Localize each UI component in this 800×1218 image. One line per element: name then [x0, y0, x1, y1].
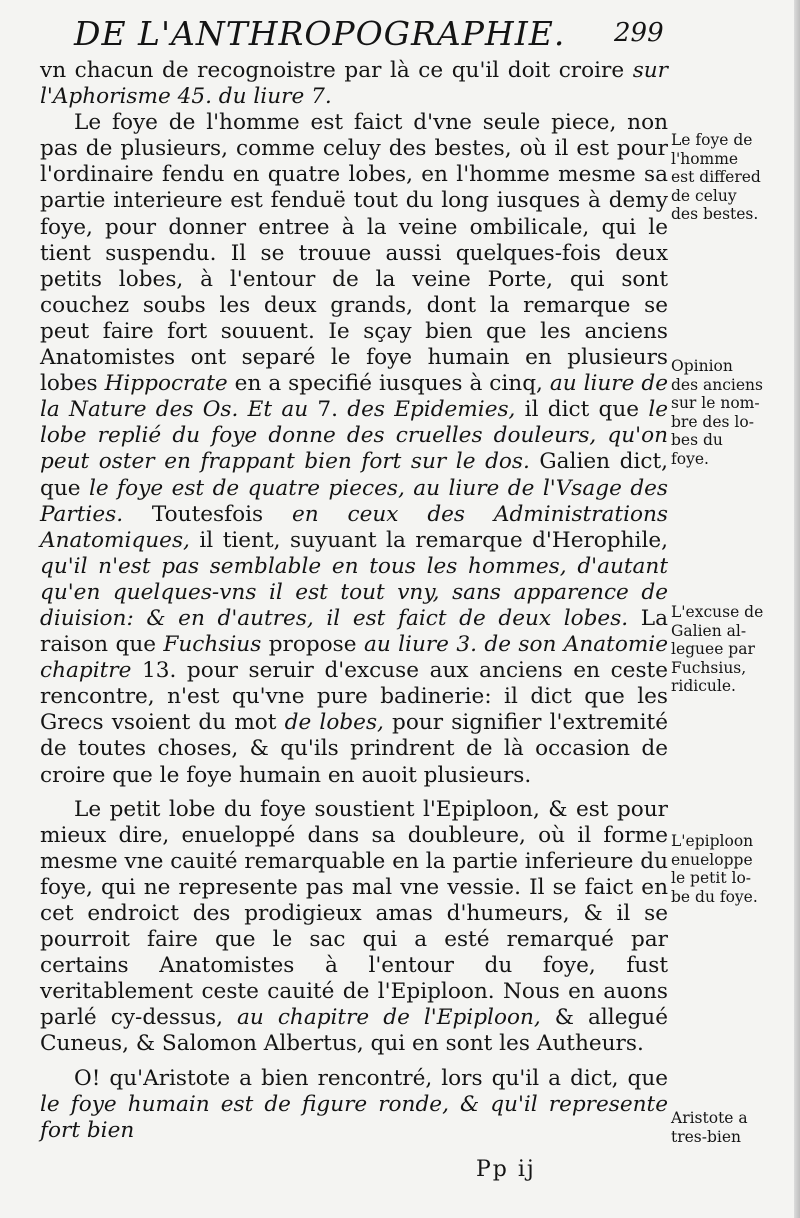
- italic-segment: Fuchsius: [163, 632, 262, 658]
- margin-note-line: de celuy: [671, 186, 737, 205]
- text-segment: 7.: [308, 397, 348, 423]
- italic-segment: de lobes,: [284, 710, 384, 736]
- italic-segment: le foye humain est de figure ronde, & qu'il represente fort bien: [40, 1091, 668, 1143]
- text-segment: Le petit lobe du foye soustient l'Epiploon, & est pour mieux dire, enueloppé dans sa doubleure, où il forme mesme vne cauité remarquable en la partie inferieure du foye, qui ne represente pas mal vne vessie. Il se faict en cet endroict des prodigieux amas d'humeurs, & il se pourroit faire que le sac qui a esté remarqué par certains Anatomistes à l'entour du foye, fust veritablement ceste cauité de l'Epiploon. Nous en auons parlé cy-dessus,: [40, 796, 668, 1031]
- margin-note-line: Galien al-: [671, 621, 747, 640]
- text-segment: 13. pour seruir d'excuse aux anciens en ceste rencontre, n'est qu'vne pure badinerie: il dict que les Grecs vsoient du mot: [40, 658, 668, 736]
- margin-note-line: le petit lo-: [671, 869, 752, 887]
- italic-segment: sur l'Aphorisme 45. du liure 7.: [40, 58, 668, 110]
- paragraph-2: [40, 110, 668, 788]
- page-number: 299: [614, 18, 664, 48]
- text-segment: pour signifier l'extremité de toutes choses, & qu'ils prindrent de là occasion de croire que le foye humain en auoit plusieurs.: [40, 710, 669, 788]
- margin-note-line: Fuchsius,: [671, 658, 747, 677]
- text-segment: propose: [261, 632, 364, 658]
- italic-segment: en ceux des Administrations Anatomiques,: [40, 501, 668, 553]
- margin-note-line: enueloppe: [671, 850, 753, 869]
- margin-note-line: bre des lo-: [671, 412, 754, 431]
- margin-note-line: est differed: [671, 168, 761, 186]
- text-segment: La raison que: [40, 605, 668, 658]
- page-edge-shadow: [794, 0, 800, 1218]
- margin-note-line: Aristote a: [671, 1109, 748, 1127]
- text-segment: Galien dict, que: [40, 449, 668, 501]
- text-segment: Toutesfois: [123, 501, 292, 527]
- margin-note-line: des bestes.: [671, 205, 759, 223]
- italic-segment: au liure de la Nature des Os. Et au: [40, 371, 668, 423]
- page-header: [74, 14, 664, 54]
- text-segment: & allegué Cuneus, & Salomon Albertus, qui en sont les Autheurs.: [40, 1005, 668, 1057]
- margin-note-opinion-anciens: [671, 357, 795, 468]
- margin-note-line: L'epiploon: [671, 832, 754, 850]
- italic-segment: le lobe replié du foye donne des cruelles douleurs, qu'on peut oster en frappant bien fort sur le dos.: [40, 397, 668, 475]
- margin-note-line: be du foye.: [671, 887, 758, 906]
- text-segment: il tient, suyuant la remarque d'Herophile,: [189, 527, 668, 553]
- margin-note-excuse-galien: [671, 603, 795, 696]
- italic-segment: des Epidemies,: [347, 397, 516, 423]
- margin-note-line: Le foye de: [671, 131, 753, 149]
- main-text: [40, 58, 668, 1144]
- margin-note-line: tres-bien: [671, 1127, 742, 1146]
- paragraph-1: [40, 58, 668, 110]
- signature-mark: Pp ij: [476, 1157, 536, 1182]
- italic-segment: qu'il n'est pas semblable en tous les hommes, d'autant qu'en quelques-vns il est tout vny, sans apparence de diuision: & en d'autres, il est faict de deux lobes.: [40, 553, 668, 631]
- paragraph-4: [40, 1066, 668, 1144]
- margin-note-line: L'excuse de: [671, 603, 764, 621]
- margin-note-line: Opinion: [671, 357, 733, 375]
- margin-note-foye-different: [671, 131, 795, 224]
- margin-note-line: foye.: [671, 449, 709, 468]
- margin-note-line: des anciens: [671, 375, 763, 394]
- paragraph-3: [40, 797, 668, 1058]
- margin-note-line: ridicule.: [671, 677, 736, 695]
- text-segment: vn chacun de recognoistre par là ce qu'il doit croire: [40, 58, 633, 83]
- margin-note-line: leguee par: [671, 640, 755, 658]
- italic-segment: le foye est de quatre pieces, au liure de l'Vsage des Parties.: [40, 475, 669, 527]
- text-segment: Le foye de l'homme est faict d'vne seule piece, non pas de plusieurs, comme celuy des bestes, où il est pour l'ordinaire fendu en quatre lobes, en l'homme mesme sa partie interieure est fenduë tout du long iusques à demy foye, pour donner entree à la veine ombilicale, qui le tient suspendu. Il se trouue aussi quelques-fois deux petits lobes, à l'entour de la veine Porte, qui sont couchez soubs les deux grands, dont la remarque se peut faire fort souuent. Ie sçay bien que les anciens Anatomistes ont separé le foye humain en plusieurs lobes: [40, 110, 668, 397]
- text-segment: en a specifié iusques à cinq,: [227, 371, 550, 397]
- text-segment: il dict que: [515, 397, 649, 423]
- running-head: DE L'ANTHROPOGRAPHIE.: [74, 14, 566, 53]
- margin-note-aristote: [671, 1109, 795, 1146]
- text-segment: O! qu'Aristote a bien rencontré, lors qu'il a dict, que: [74, 1065, 668, 1091]
- italic-segment: Hippocrate: [104, 371, 228, 397]
- italic-segment: au chapitre de l'Epiploon,: [237, 1005, 541, 1031]
- margin-note-line: l'homme: [671, 149, 739, 168]
- margin-note-line: sur le nom-: [671, 394, 760, 412]
- italic-segment: au liure 3. de son Anatomie chapitre: [40, 632, 668, 684]
- margin-note-line: bes du: [671, 431, 723, 449]
- margin-note-epiploon: [671, 832, 795, 906]
